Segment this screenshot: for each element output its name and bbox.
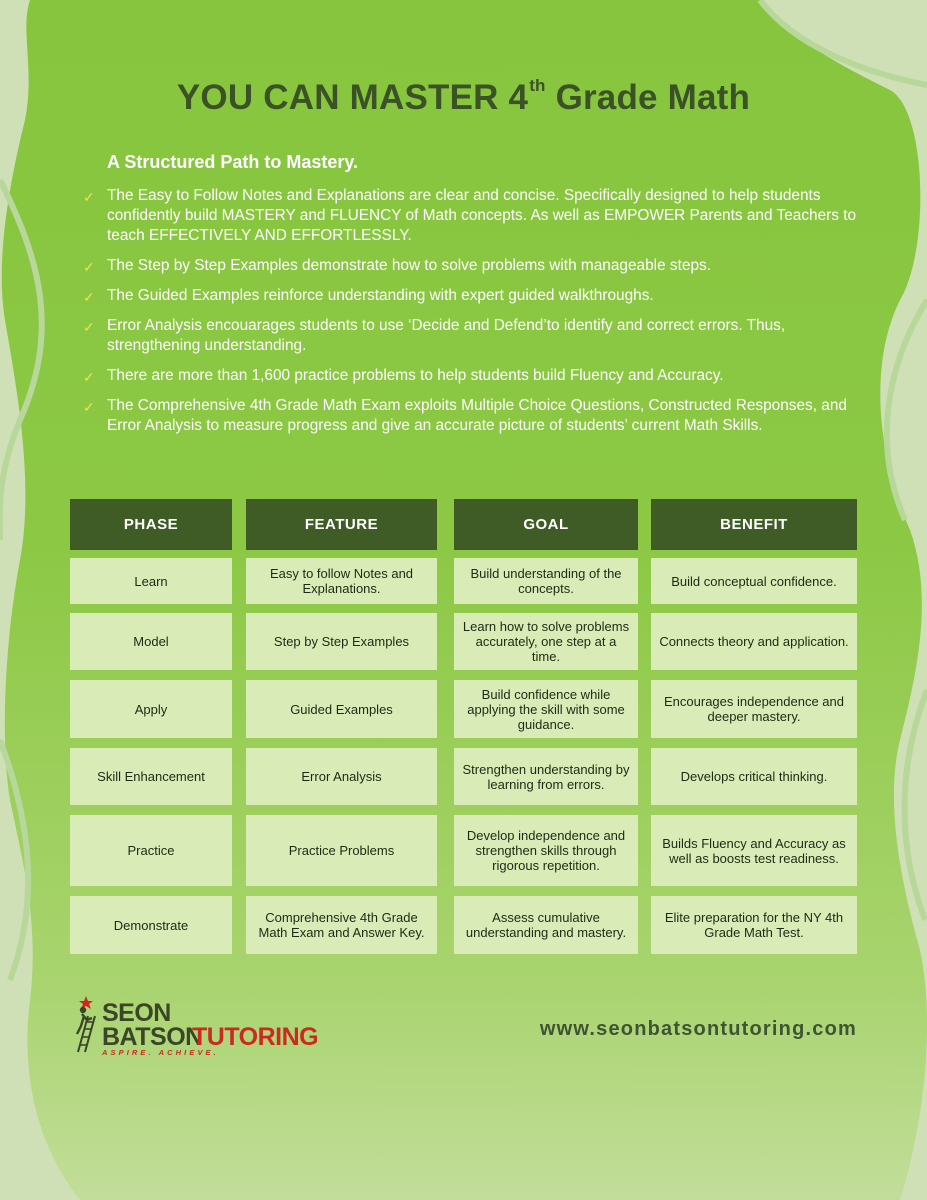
table-cell-feature: Guided Examples bbox=[246, 680, 437, 738]
table-cell-goal: Build confidence while applying the skill with some guidance. bbox=[454, 680, 638, 738]
table-cell-benefit: Elite preparation for the NY 4th Grade Math Test. bbox=[651, 896, 857, 954]
list-item: ✓ There are more than 1,600 practice problems to help students build Fluency and Accuracy. bbox=[83, 367, 724, 385]
list-item: ✓ The Guided Examples reinforce understanding with expert guided walkthroughs. bbox=[83, 287, 654, 305]
header-benefit: BENEFIT bbox=[651, 499, 857, 550]
checkmark-icon: ✓ bbox=[83, 319, 95, 335]
header-feature: FEATURE bbox=[246, 499, 437, 550]
table-cell-phase: Learn bbox=[70, 558, 232, 604]
table-cell-goal: Build understanding of the concepts. bbox=[454, 558, 638, 604]
checkmark-icon: ✓ bbox=[83, 259, 95, 275]
checkmark-icon: ✓ bbox=[83, 189, 95, 205]
page-title: YOU CAN MASTER 4th Grade Math bbox=[176, 76, 751, 117]
logo-text-batson: BATSON bbox=[102, 1023, 203, 1051]
table-cell-phase: Practice bbox=[70, 815, 232, 886]
checkmark-icon: ✓ bbox=[83, 399, 95, 415]
phase-table bbox=[70, 499, 857, 959]
header-phase: PHASE bbox=[70, 499, 232, 550]
table-cell-goal: Strengthen understanding by learning from errors. bbox=[454, 748, 638, 805]
table-cell-benefit: Builds Fluency and Accuracy as well as boosts test readiness. bbox=[651, 815, 857, 886]
table-cell-benefit: Encourages independence and deeper mastery. bbox=[651, 680, 857, 738]
table-cell-phase: Skill Enhancement bbox=[70, 748, 232, 805]
logo-tagline: ASPIRE. ACHIEVE. bbox=[102, 1048, 219, 1057]
website-url: www.seonbatsontutoring.com bbox=[539, 1018, 857, 1040]
table-cell-feature: Easy to follow Notes and Explanations. bbox=[246, 558, 437, 604]
table-cell-goal: Develop independence and strengthen skills through rigorous repetition. bbox=[454, 815, 638, 886]
table-cell-feature: Step by Step Examples bbox=[246, 613, 437, 670]
table-cell-phase: Apply bbox=[70, 680, 232, 738]
table-cell-goal: Learn how to solve problems accurately, one step at a time. bbox=[454, 613, 638, 670]
list-item: ✓ Error Analysis encouarages students to use ‘Decide and Defend’to identify and correct errors. Thus, strengthening understanding. bbox=[83, 317, 786, 354]
table-cell-feature: Comprehensive 4th Grade Math Exam and Answer Key. bbox=[246, 896, 437, 954]
table-cell-phase: Demonstrate bbox=[70, 896, 232, 954]
feature-list bbox=[83, 186, 863, 446]
table-cell-benefit: Connects theory and application. bbox=[651, 613, 857, 670]
list-item: ✓ The Easy to Follow Notes and Explanations are clear and concise. Specifically designed to help students confidently build MASTERY and FLUENCY of Math concepts. As well as EMPOWER Parents and Teachers to teach EFFECTIVELY AND EFFORTLESSLY. bbox=[83, 187, 857, 244]
table-cell-benefit: Develops critical thinking. bbox=[651, 748, 857, 805]
table-cell-goal: Assess cumulative understanding and mastery. bbox=[454, 896, 638, 954]
header-goal: GOAL bbox=[454, 499, 638, 550]
ladder-icon bbox=[74, 996, 102, 1054]
brand-logo bbox=[74, 996, 319, 1057]
table-cell-feature: Error Analysis bbox=[246, 748, 437, 805]
list-item: ✓ The Step by Step Examples demonstrate how to solve problems with manageable steps. bbox=[83, 257, 711, 275]
list-item: ✓ The Comprehensive 4th Grade Math Exam exploits Multiple Choice Questions, Constructed Responses, and Error Analysis to measure progress and give an accurate picture of students’ current Math Skills. bbox=[83, 397, 847, 434]
table-cell-benefit: Build conceptual confidence. bbox=[651, 558, 857, 604]
logo-text-tutoring: TUTORING bbox=[192, 1023, 319, 1051]
subtitle: A Structured Path to Mastery. bbox=[107, 152, 359, 172]
table-cell-phase: Model bbox=[70, 613, 232, 670]
checkmark-icon: ✓ bbox=[83, 369, 95, 385]
logo-text-seon: SEON bbox=[102, 999, 171, 1027]
checkmark-icon: ✓ bbox=[83, 289, 95, 305]
table-cell-feature: Practice Problems bbox=[246, 815, 437, 886]
